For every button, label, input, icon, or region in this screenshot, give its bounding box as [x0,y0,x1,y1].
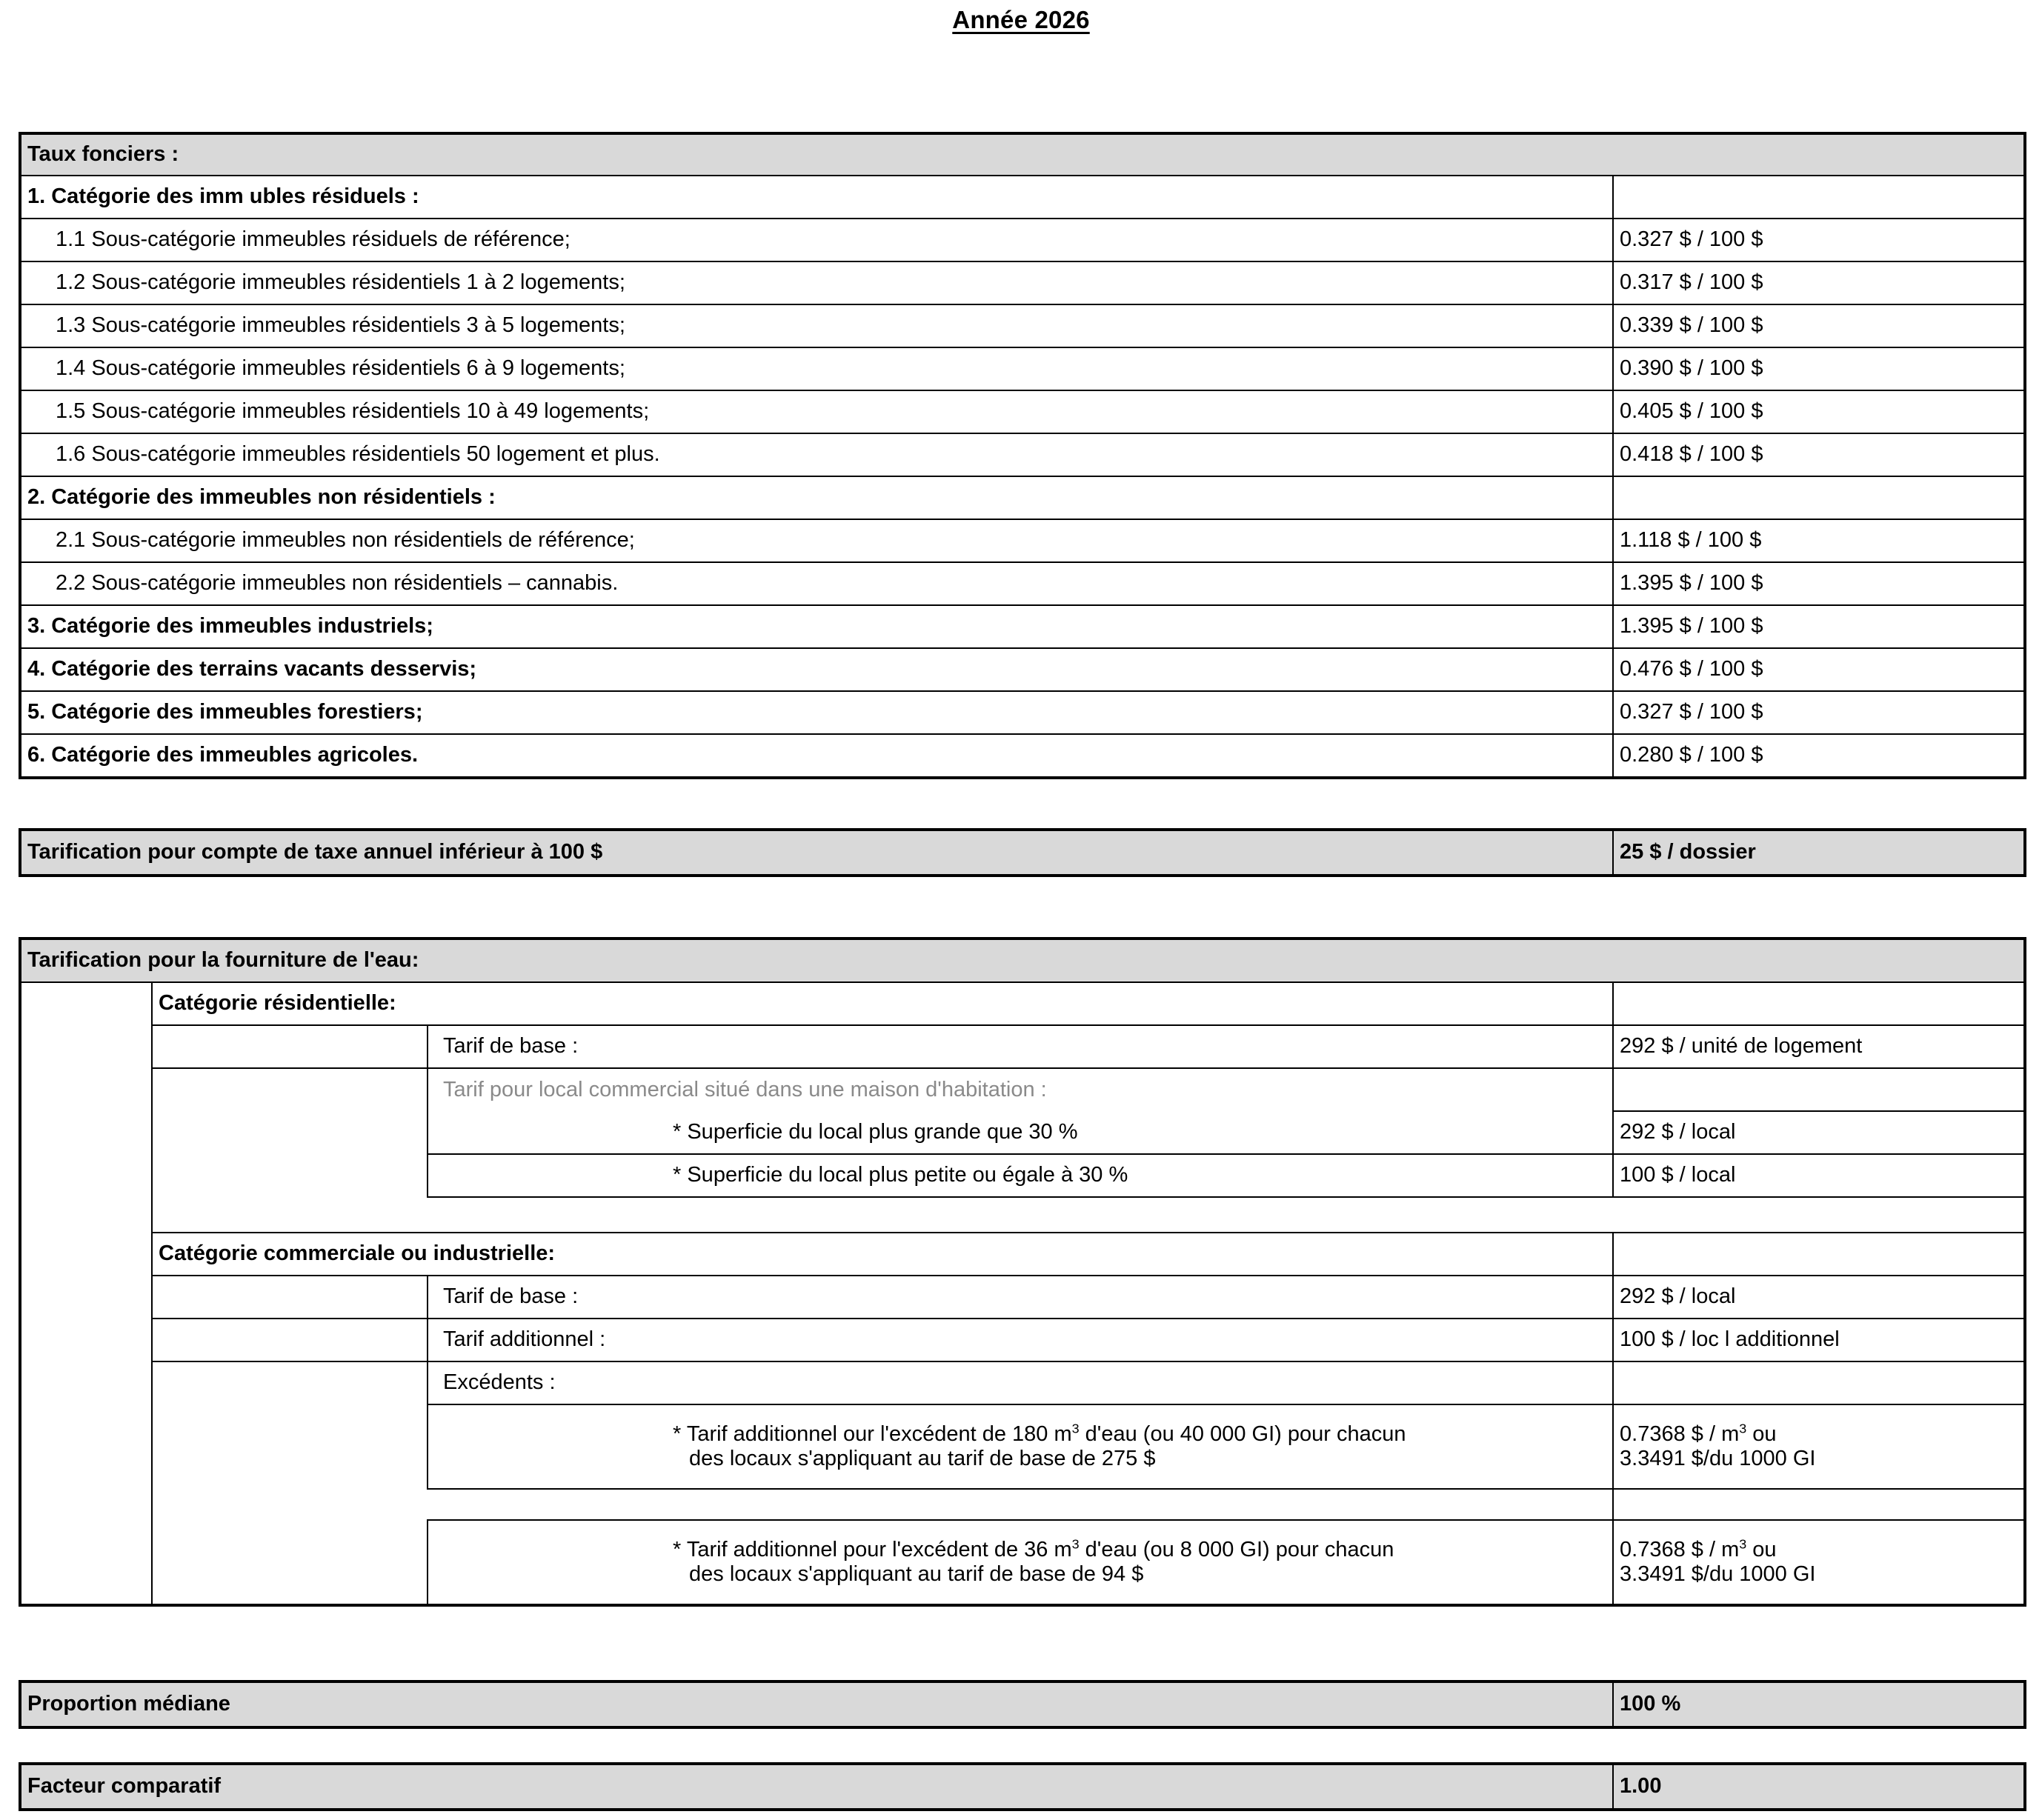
excedent-2-value-line2: 3.3491 $/du 1000 GI [1620,1562,1816,1586]
table-row [20,476,2025,519]
table-row [20,1520,2025,1605]
taux-fonciers-header: Taux fonciers : [20,133,1613,176]
excedent-1-line2: des locaux s'appliquant au tarif de base de 275 $ [689,1447,1156,1470]
table-row [20,1068,2025,1111]
spacer-cell [152,1319,428,1361]
table-row [20,304,2025,347]
table-row [20,1233,2025,1276]
table-row [20,1025,2025,1068]
taux-fonciers-table [19,132,2026,779]
excedent-1-line1-a: * Tarif additionnel our l'excédent de 180 m [673,1421,1072,1446]
compte-taxe-table [19,828,2026,877]
categorie-commerciale-title: Catégorie commerciale ou industrielle: [152,1233,1613,1276]
tarif-additionnel-label: Tarif additionnel : [428,1319,1613,1361]
table-row [20,1681,2025,1727]
tarif-base-residentiel-label: Tarif de base : [428,1025,1613,1068]
category-value: 0.339 $ / 100 $ [1613,304,2025,347]
facteur-comparatif-label: Facteur comparatif [20,1764,1613,1810]
spacer-cell [152,1404,428,1489]
excedent-1-label [428,1404,1613,1489]
excedent-1-value-line1-a: 0.7368 $ / m [1620,1421,1740,1446]
excedent-2-value-line1-a: 0.7368 $ / m [1620,1537,1740,1561]
category-label: 2.1 Sous-catégorie immeubles non résidentiels de référence; [20,519,1613,562]
fourniture-eau-header-spacer [1613,939,2025,982]
table-row [20,176,2025,219]
table-row [20,982,2025,1025]
proportion-mediane-table [19,1680,2026,1729]
category-label: 1.3 Sous-catégorie immeubles résidentiels 3 à 5 logements; [20,304,1613,347]
category-label: 1.5 Sous-catégorie immeubles résidentiels 10 à 49 logements; [20,390,1613,433]
category-value: 0.280 $ / 100 $ [1613,734,2025,778]
table-row [20,1764,2025,1810]
excedent-2-line1-a: * Tarif additionnel pour l'excédent de 36 m [673,1537,1072,1561]
category-value: 0.327 $ / 100 $ [1613,691,2025,734]
gap-cell [152,1197,428,1233]
category-label: 2. Catégorie des immeubles non résidentiels : [20,476,1613,519]
table-row [20,691,2025,734]
category-label: 2.2 Sous-catégorie immeubles non résidentiels – cannabis. [20,562,1613,605]
fourniture-eau-table [19,937,2026,1607]
spacer-cell [152,1068,428,1197]
table-row [20,433,2025,476]
category-label: 1.4 Sous-catégorie immeubles résidentiels 6 à 9 logements; [20,347,1613,390]
categorie-residentielle-value [1613,982,2025,1025]
category-label: 1.1 Sous-catégorie immeubles résiduels de référence; [20,219,1613,261]
excedent-2-value-line1-b: ou [1746,1537,1777,1561]
spacer-cell [152,1361,428,1404]
category-label: 3. Catégorie des immeubles industriels; [20,605,1613,648]
category-label: 1.2 Sous-catégorie immeubles résidentiels 1 à 2 logements; [20,261,1613,304]
taux-fonciers-header-spacer [1613,133,2025,176]
proportion-mediane-value: 100 % [1613,1681,2025,1727]
page-title-text: Année 2026 [952,6,1090,33]
tarif-additionnel-value: 100 $ / loc l additionnel [1613,1319,2025,1361]
excedent-separator [428,1489,1613,1520]
category-value: 0.405 $ / 100 $ [1613,390,2025,433]
table-row [20,261,2025,304]
table-row [20,1319,2025,1361]
table-row [20,390,2025,433]
excedent-2-label [428,1520,1613,1605]
categorie-residentielle-title: Catégorie résidentielle: [152,982,1613,1025]
category-value: 1.395 $ / 100 $ [1613,605,2025,648]
category-label: 1. Catégorie des imm ubles résiduels : [20,176,1613,219]
table-row [20,1404,2025,1489]
superficie-grande-value: 292 $ / local [1613,1111,2025,1154]
spacer-cell [152,1520,428,1605]
category-value: 0.327 $ / 100 $ [1613,219,2025,261]
excedent-1-value [1613,1404,2025,1489]
eau-left-gutter [20,1489,152,1520]
table-row [20,648,2025,691]
table-row [20,939,2025,982]
page-title [0,6,2042,34]
category-value: 0.418 $ / 100 $ [1613,433,2025,476]
excedent-1-value-line1-b: ou [1746,1421,1777,1446]
excedent-2-value-exponent: 3 [1739,1536,1747,1551]
tarif-base-residentiel-value: 292 $ / unité de logement [1613,1025,2025,1068]
category-value: 0.476 $ / 100 $ [1613,648,2025,691]
eau-left-gutter [20,1404,152,1489]
category-value: 1.395 $ / 100 $ [1613,562,2025,605]
category-value: 1.118 $ / 100 $ [1613,519,2025,562]
excedent-1-value-exponent: 3 [1739,1421,1747,1436]
table-row [20,830,2025,876]
spacer-cell [152,1276,428,1319]
excedents-value [1613,1361,2025,1404]
table-row [20,734,2025,778]
eau-left-gutter [20,982,152,1404]
category-label: 1.6 Sous-catégorie immeubles résidentiels 50 logement et plus. [20,433,1613,476]
category-value: 0.390 $ / 100 $ [1613,347,2025,390]
table-row [20,562,2025,605]
table-row [20,1276,2025,1319]
category-value: 0.317 $ / 100 $ [1613,261,2025,304]
table-row [20,1361,2025,1404]
table-row [20,605,2025,648]
category-value [1613,176,2025,219]
excedent-2-line2: des locaux s'appliquant au tarif de base de 94 $ [689,1562,1144,1586]
local-commercial-value [1613,1068,2025,1111]
table-row [20,1489,2025,1520]
excedent-1-line1-b: d'eau (ou 40 000 GI) pour chacun [1079,1421,1406,1446]
tarif-base-commercial-label: Tarif de base : [428,1276,1613,1319]
table-row [20,133,2025,176]
excedent-1-exponent: 3 [1071,1421,1080,1436]
excedent-separator-value [1613,1489,2025,1520]
gap-cell [428,1197,1613,1233]
superficie-petite-value: 100 $ / local [1613,1154,2025,1197]
fourniture-eau-header: Tarification pour la fourniture de l'eau: [20,939,1613,982]
local-commercial-label: Tarif pour local commercial situé dans une maison d'habitation : [428,1068,1613,1111]
table-row-spacer [20,1197,2025,1233]
category-value [1613,476,2025,519]
category-label: 6. Catégorie des immeubles agricoles. [20,734,1613,778]
table-row [20,219,2025,261]
excedents-label: Excédents : [428,1361,1613,1404]
excedent-1-value-line2: 3.3491 $/du 1000 GI [1620,1447,1816,1470]
excedent-2-line1-b: d'eau (ou 8 000 GI) pour chacun [1079,1537,1394,1561]
compte-taxe-label: Tarification pour compte de taxe annuel inférieur à 100 $ [20,830,1613,876]
superficie-grande-label: * Superficie du local plus grande que 30 % [428,1111,1613,1154]
category-label: 4. Catégorie des terrains vacants desservis; [20,648,1613,691]
facteur-comparatif-table [19,1762,2026,1811]
facteur-comparatif-value: 1.00 [1613,1764,2025,1810]
spacer-cell [152,1489,428,1520]
proportion-mediane-label: Proportion médiane [20,1681,1613,1727]
categorie-commerciale-value [1613,1233,2025,1276]
excedent-2-exponent: 3 [1071,1536,1080,1551]
table-row [20,347,2025,390]
category-label: 5. Catégorie des immeubles forestiers; [20,691,1613,734]
tarif-base-commercial-value: 292 $ / local [1613,1276,2025,1319]
excedent-2-value [1613,1520,2025,1605]
superficie-petite-label: * Superficie du local plus petite ou égale à 30 % [428,1154,1613,1197]
gap-cell [1613,1197,2025,1233]
eau-left-gutter [20,1520,152,1605]
compte-taxe-value: 25 $ / dossier [1613,830,2025,876]
table-row [20,519,2025,562]
spacer-cell [152,1025,428,1068]
